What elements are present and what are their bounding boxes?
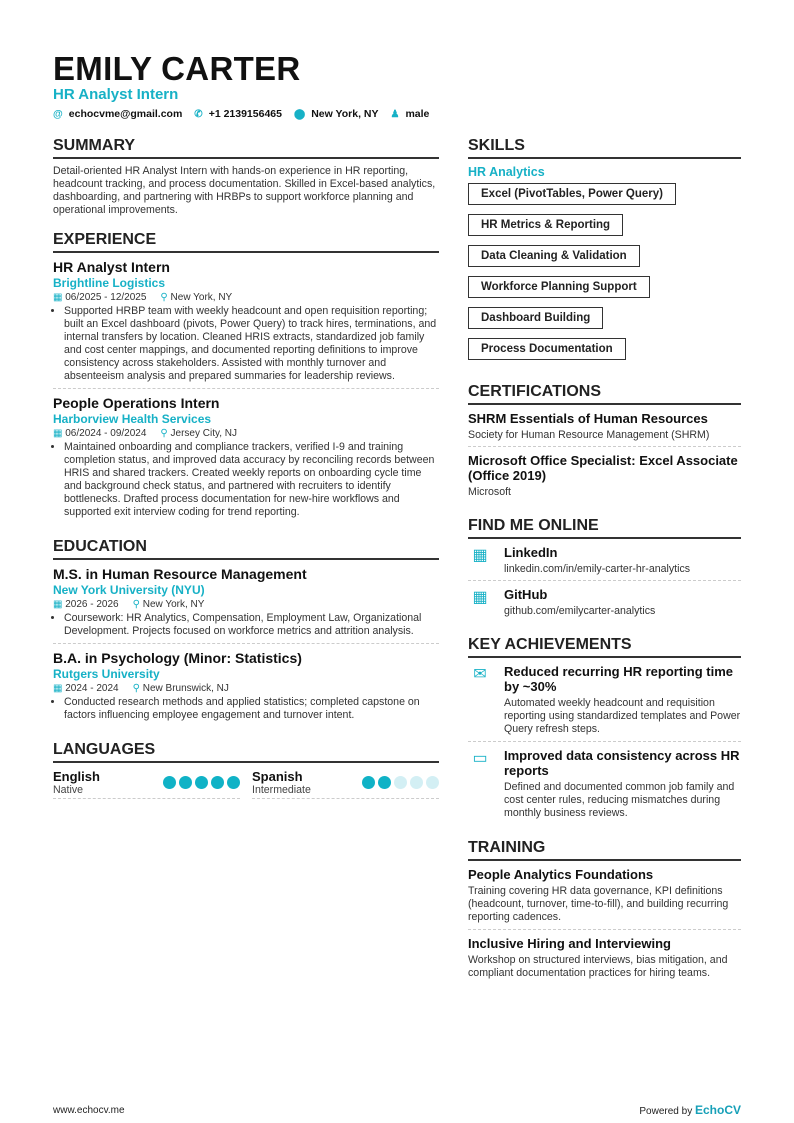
- certification-title: Microsoft Office Specialist: Excel Associate (Office 2019): [468, 453, 738, 483]
- achievements-title: Reduced recurring HR reporting time by ~30%: [504, 664, 733, 694]
- contact-item: [294, 108, 379, 120]
- calendar-icon: ▦: [53, 428, 63, 439]
- language-list: [53, 769, 439, 799]
- calendar-icon: ▦: [53, 292, 63, 303]
- training-title: Inclusive Hiring and Interviewing: [468, 936, 671, 951]
- footer-website[interactable]: www.echocv.me: [53, 1105, 125, 1116]
- location-text: Jersey City, NJ: [170, 428, 238, 439]
- education-heading: EDUCATION: [53, 538, 439, 560]
- job-title: HR Analyst Intern: [53, 86, 179, 103]
- contact-info: [53, 108, 429, 120]
- education-item: [53, 566, 439, 644]
- skill-row: [468, 214, 741, 245]
- training-item: [468, 936, 741, 985]
- language-info: [252, 769, 311, 796]
- phone-icon: ✆: [194, 108, 203, 120]
- language-name: English: [53, 769, 100, 784]
- languages-heading: LANGUAGES: [53, 741, 439, 763]
- right-column: [468, 137, 741, 999]
- language-item: [252, 769, 439, 799]
- dates: [53, 683, 119, 694]
- education-meta: [53, 683, 439, 694]
- online-item[interactable]: [468, 587, 741, 622]
- pin-icon: ⚲: [132, 599, 140, 610]
- location: [133, 683, 229, 694]
- contact-item: [194, 108, 282, 120]
- contact-item: [53, 108, 182, 120]
- skills-heading: SKILLS: [468, 137, 741, 159]
- certifications-section: [468, 383, 741, 503]
- education-bullets: [53, 612, 439, 638]
- training-item: [468, 867, 741, 930]
- rating-dot: [195, 776, 208, 789]
- online-content: [504, 587, 655, 617]
- achievements-item: [468, 664, 741, 742]
- skill-row: [468, 183, 741, 214]
- envelope-open-icon: ✉: [473, 666, 487, 683]
- skill-row: [468, 307, 741, 338]
- dates-text: 2026 - 2026: [65, 599, 119, 610]
- calendar-icon: ▦: [53, 599, 63, 610]
- dates: [53, 428, 146, 439]
- brand-logo-text: EchoCV: [694, 1103, 741, 1117]
- location-text: New York, NY: [170, 292, 233, 303]
- online-subtext[interactable]: linkedin.com/in/emily-carter-hr-analytics: [504, 563, 691, 575]
- online-item[interactable]: [468, 545, 741, 581]
- dates: [53, 292, 146, 303]
- pin-icon: ⚲: [160, 428, 168, 439]
- footer-powered-by: [639, 1103, 741, 1117]
- online-title: GitHub: [504, 587, 548, 602]
- language-info: [53, 769, 100, 796]
- certifications-heading: CERTIFICATIONS: [468, 383, 741, 405]
- online-content: [504, 545, 690, 575]
- certification-title: SHRM Essentials of Human Resources: [468, 411, 708, 426]
- experience-bullets: [53, 305, 439, 383]
- dates-text: 06/2025 - 12/2025: [65, 292, 147, 303]
- bullet: • Conducted research methods and applied statistics; completed capstone on factors influencing employee engagement and turnover intent.: [64, 696, 439, 722]
- languages-section: [53, 741, 439, 799]
- rating-dot: [378, 776, 391, 789]
- certification-issuer: Society for Human Resource Management (SHRM): [468, 429, 710, 441]
- calendar-icon: ▦: [53, 683, 63, 694]
- location: [133, 599, 205, 610]
- summary-heading: SUMMARY: [53, 137, 439, 159]
- achievements-content: [504, 664, 741, 736]
- experience-item: [53, 395, 439, 524]
- education-meta: [53, 599, 439, 610]
- skills-section: [468, 137, 741, 369]
- building-icon: ▦: [472, 547, 488, 564]
- rating-dot: [410, 776, 423, 789]
- location: [160, 292, 232, 303]
- skill-tag: Process Documentation: [468, 338, 626, 360]
- achievements-item: [468, 748, 741, 825]
- training-title: People Analytics Foundations: [468, 867, 654, 882]
- experience-title: HR Analyst Intern: [53, 259, 170, 275]
- rating-dot: [179, 776, 192, 789]
- experience-title: People Operations Intern: [53, 395, 220, 411]
- find-me-online-heading: FIND ME ONLINE: [468, 517, 741, 539]
- education-title: B.A. in Psychology (Minor: Statistics): [53, 650, 302, 666]
- candidate-name: EMILY CARTER: [53, 50, 301, 87]
- rating-dot: [394, 776, 407, 789]
- rating-dot: [211, 776, 224, 789]
- key-achievements-section: [468, 636, 741, 825]
- education-organization: New York University (NYU): [53, 583, 205, 597]
- training-description: Workshop on structured interviews, bias mitigation, and compliant documentation practices for hiring teams.: [468, 954, 728, 979]
- skill-row: [468, 276, 741, 307]
- language-level: Intermediate: [252, 784, 311, 796]
- language-level: Native: [53, 784, 84, 796]
- dates: [53, 599, 119, 610]
- pin-icon: ⚲: [132, 683, 140, 694]
- pin-icon: ⚲: [160, 292, 168, 303]
- achievements-title: Improved data consistency across HR reports: [504, 748, 740, 778]
- experience-section: [53, 231, 439, 524]
- rating-dots: [163, 776, 240, 789]
- location-text: New York, NY: [142, 599, 205, 610]
- experience-heading: EXPERIENCE: [53, 231, 439, 253]
- find-me-online-section: [468, 517, 741, 622]
- left-column: [53, 137, 439, 813]
- contact-text: echocvme@gmail.com: [68, 108, 183, 120]
- achievements-subtext: Defined and documented common job family and cost center rules, reducing mismatches during monthly business reviews.: [504, 781, 735, 819]
- location: [160, 428, 237, 439]
- location-text: New Brunswick, NJ: [142, 683, 229, 694]
- education-bullets: [53, 696, 439, 722]
- experience-meta: [53, 292, 439, 303]
- dates-text: 06/2024 - 09/2024: [65, 428, 147, 439]
- rating-dot: [426, 776, 439, 789]
- certification-item: [468, 453, 741, 503]
- skill-tag: Excel (PivotTables, Power Query): [468, 183, 676, 205]
- online-title: LinkedIn: [504, 545, 558, 560]
- skill-group-title: HR Analytics: [468, 165, 545, 179]
- language-name: Spanish: [252, 769, 303, 784]
- skill-tag: Workforce Planning Support: [468, 276, 650, 298]
- rating-dot: [163, 776, 176, 789]
- contact-text: +1 2139156465: [208, 108, 282, 120]
- education-organization: Rutgers University: [53, 667, 160, 681]
- experience-organization: Harborview Health Services: [53, 412, 212, 426]
- building-icon: ▦: [472, 589, 488, 606]
- contact-item: [391, 108, 430, 120]
- rating-dot: [362, 776, 375, 789]
- key-achievements-heading: KEY ACHIEVEMENTS: [468, 636, 741, 658]
- training-section: [468, 839, 741, 985]
- training-heading: TRAINING: [468, 839, 741, 861]
- training-description: Training covering HR data governance, KPI definitions (headcount, turnover, time-to-fill), and building recurring reporting cadences.: [468, 885, 729, 923]
- experience-meta: [53, 428, 439, 439]
- bullet: • Maintained onboarding and compliance trackers, verified I-9 and training completion status, and improved data accuracy by reconciling records between HRIS and shared trackers. Created weekly reports on onboarding cycle time and background check status, and partnered with recruiters to identify bottlenecks. Drafted process documentation for new-hire workflows and supported exit interview coding for trend reporting.: [64, 441, 439, 519]
- language-item: [53, 769, 240, 799]
- bullet: • Coursework: HR Analytics, Compensation, Employment Law, Organizational Development. Projects focused on workforce metrics and attrition analysis.: [64, 612, 439, 638]
- certification-item: [468, 411, 741, 447]
- contact-text: New York, NY: [311, 108, 379, 120]
- summary-text: Detail-oriented HR Analyst Intern with hands-on experience in HR reporting, headcount tracking, and process documentation. Skilled in Excel-based analytics, dashboarding, and partnering with HRBPs to support workforce planning and operational improvements.: [53, 165, 436, 216]
- skill-tag: Dashboard Building: [468, 307, 603, 329]
- skill-tag: Data Cleaning & Validation: [468, 245, 640, 267]
- bullet: • Supported HRBP team with weekly headcount and open requisition reporting; built an Excel dashboard (pivots, Power Query) to track hires, terminations, and internal transfers by location. Cleaned HRIS extracts, standardized job family and cost center mappings, and documented reporting definitions to improve consistency across stakeholders. Assisted with monthly turnover and absenteeism analysis and prepared summaries for leadership reviews.: [64, 305, 439, 383]
- rating-dot: [227, 776, 240, 789]
- experience-bullets: [53, 441, 439, 519]
- rating-dots: [362, 776, 439, 789]
- summary-section: [53, 137, 439, 217]
- achievements-subtext: Automated weekly headcount and requisition reporting using standardized templates and Power Query refresh steps.: [504, 697, 741, 735]
- skill-row: [468, 338, 741, 369]
- powered-by-text: Powered by: [639, 1106, 693, 1117]
- at-icon: @: [53, 108, 63, 120]
- battery-icon: ▭: [472, 750, 488, 767]
- skill-tag: HR Metrics & Reporting: [468, 214, 623, 236]
- experience-organization: Brightline Logistics: [53, 276, 166, 290]
- experience-item: [53, 259, 439, 389]
- education-title: M.S. in Human Resource Management: [53, 566, 307, 582]
- dates-text: 2024 - 2024: [65, 683, 119, 694]
- location-icon: ⬤: [293, 108, 306, 120]
- certification-issuer: Microsoft: [468, 486, 511, 498]
- online-subtext[interactable]: github.com/emilycarter-analytics: [504, 605, 656, 617]
- education-section: [53, 538, 439, 727]
- skill-row: [468, 245, 741, 276]
- contact-text: male: [405, 108, 430, 120]
- person-icon: ♟: [390, 108, 400, 120]
- achievements-content: [504, 748, 741, 820]
- education-item: [53, 650, 439, 727]
